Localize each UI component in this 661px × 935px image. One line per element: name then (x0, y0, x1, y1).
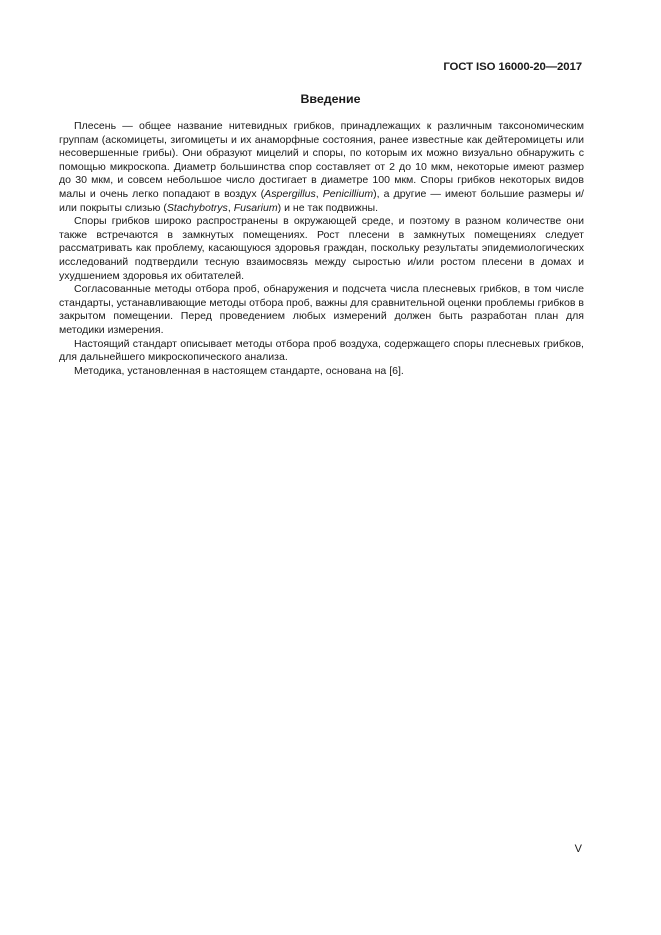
section-title: Введение (300, 92, 361, 106)
paragraph (59, 120, 584, 215)
italic-term: Aspergillus (264, 187, 316, 200)
text-run: , (227, 201, 234, 214)
text-run: Настоящий стандарт описывает методы отбора проб воздуха, содержащего споры плесневых грибков, для дальнейшего микроскопического анализа. (59, 337, 584, 364)
italic-term: Stachybotrys (166, 201, 228, 214)
text-run: Плесень — общее название нитевидных грибков, принадлежащих к различным таксономическим группам (аскомицеты, зигомицеты и их анаморфные состояния, ранее известные как дейтеромицеты или несовершенные грибы). Они образуют мицелий и споры, по которым их можно визуально обнаружить с помощью микроскопа. Диаметр большинства спор составляет от 2 до 10 мкм, некоторые имеют размер до 30 мкм, и совсем небольшое число достигает в диаметре 100 мкм. Споры грибков некоторых видов малы и очень легко попадают в воздух ( (59, 120, 584, 200)
paragraph (59, 283, 584, 337)
italic-term: Penicillium (322, 187, 374, 200)
text-run: ) и не так подвижны. (277, 201, 379, 214)
paragraph (59, 338, 584, 365)
text-run: Споры грибков широко распространены в окружающей среде, и поэтому в разном количестве они также встречаются в замкнутых помещениях. Рост плесени в замкнутых помещениях следует рассматривать как проблему, касающуюся здоровья граждан, поскольку результаты эпидемиологических исследований подтвердили тесную взаимосвязь между сыростью и/или ростом плесени в домах и ухудшением здоровья их обитателей. (59, 215, 584, 282)
introduction-body (59, 120, 584, 378)
paragraph (59, 365, 584, 379)
standard-code-header: ГОСТ ISO 16000-20—2017 (443, 61, 582, 73)
paragraph (59, 215, 584, 283)
italic-term: Fusarium (233, 201, 278, 214)
text-run: Методика, установленная в настоящем стандарте, основана на [6]. (74, 364, 404, 377)
text-run: Согласованные методы отбора проб, обнаружения и подсчета числа плесневых грибков, в том числе стандарты, устанавливающие методы отбора проб, важны для сравнительной оценки проблемы грибков в закрытом помещении. Перед проведением любых измерений должен быть разработан план для методики измерения. (59, 283, 584, 336)
page-number: V (574, 843, 582, 855)
text-run: , (315, 187, 323, 200)
text-run: ), а другие — имеют большие размеры и/или покрыты слизью ( (59, 187, 584, 214)
